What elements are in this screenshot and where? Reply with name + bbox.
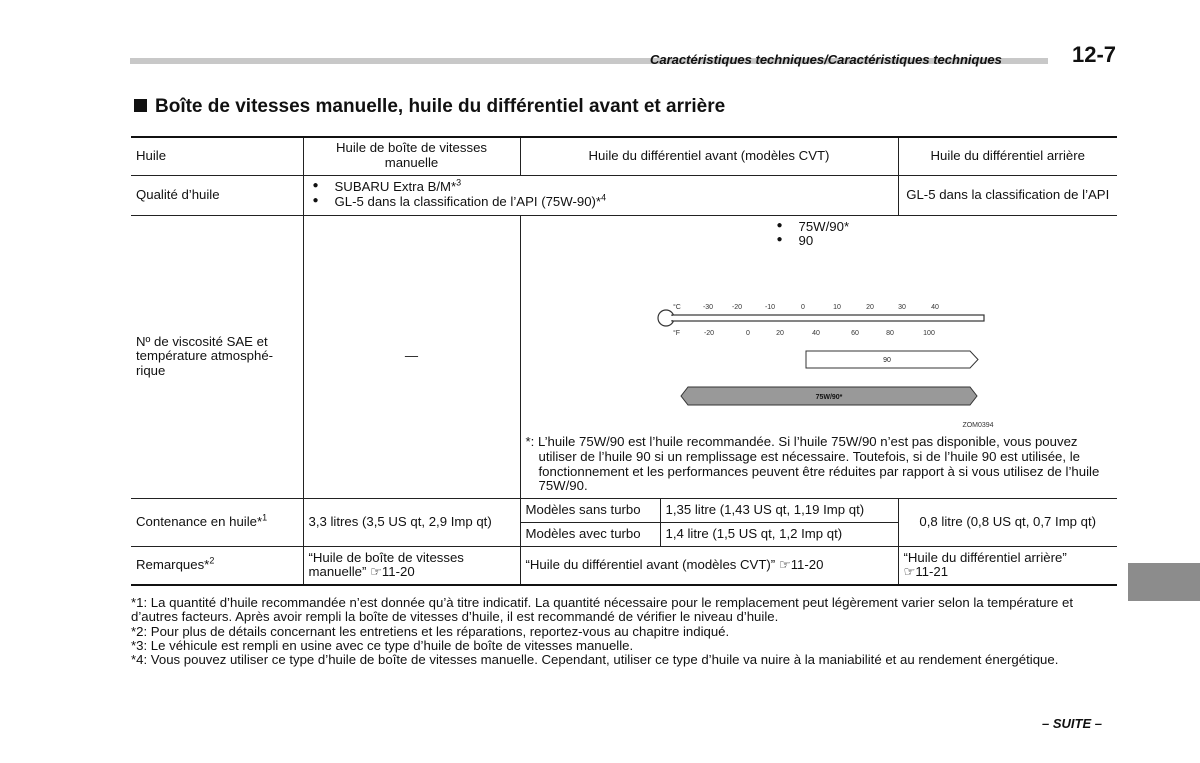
arrow-90-label: 90	[882, 357, 891, 365]
arrow-90	[806, 351, 978, 368]
spec-table	[131, 136, 1117, 586]
list-item: ● 75W/90*	[773, 220, 1118, 235]
remarks-front: “Huile du différentiel avant (modèles CVT)” ☞11-20	[520, 547, 898, 585]
capacity-value-turbo: 1,4 litre (1,5 US qt, 1,2 Imp qt)	[660, 523, 898, 547]
list-item: ● SUBARU Extra B/M*$^3$	[309, 180, 893, 195]
continue-marker: – SUITE –	[1042, 716, 1102, 731]
quality-list	[309, 177, 893, 210]
celsius-tick-label: -20	[731, 304, 742, 312]
viscosity-manual: —	[303, 215, 520, 499]
header-cell-rear: Huile du différentiel arrière	[898, 137, 1117, 175]
arrow-75w90-label: 75W/90*	[815, 394, 842, 402]
capacity-manual: 3,3 litres (3,5 US qt, 2,9 Imp qt)	[303, 499, 520, 547]
footnotes	[131, 596, 1117, 667]
list-item: ● GL-5 dans la classification de l’API (75W-90)*$^4$	[309, 195, 893, 210]
thermometer-joint	[670, 316, 675, 320]
header-cell-oil: Huile	[131, 137, 303, 175]
remarks-label: Remarques*$^2$	[131, 547, 303, 585]
viscosity-note: *: L’huile 75W/90 est l’huile recommandée. Si l’huile 75W/90 n’est pas disponible, vous pouvez utiliser de l’huile 90 si un remplissage est nécessaire. Toutefois, si de l’huile 90 est utilisée, le fonctionnement et les performances peuvent être réduites par rapport à si vous utilisez de l’huile 75W/90.	[525, 434, 1100, 494]
celsius-tick-label: 0	[800, 304, 805, 312]
table-header-row	[131, 137, 1117, 175]
quality-rear: GL-5 dans la classification de l’API	[898, 175, 1117, 215]
reference-icon: ☞	[903, 564, 916, 580]
viscosity-temperature-diagram	[521, 253, 1117, 431]
section-title-text: Boîte de vitesses manuelle, huile du différentiel avant et arrière	[155, 96, 726, 117]
chapter-side-tab	[1128, 563, 1200, 601]
footnote: *2: Pour plus de détails concernant les entretiens et les réparations, reportez-vous au chapitre indiqué.	[131, 623, 730, 639]
capacity-model-no-turbo: Modèles sans turbo	[520, 499, 660, 523]
celsius-tick-label: 20	[865, 304, 874, 312]
fahrenheit-tick-label: 0	[745, 330, 750, 338]
celsius-tick-label: 30	[897, 304, 906, 312]
capacity-label: Contenance en huile*$^1$	[131, 499, 303, 547]
remarks-rear: “Huile du différentiel arrière” ☞11-21	[898, 547, 1117, 585]
header-cell-manual: Huile de boîte de vitesses manuelle	[303, 137, 520, 175]
header-cell-front: Huile du différentiel avant (modèles CVT)	[520, 137, 898, 175]
quality-manual-front	[303, 175, 898, 215]
figure-code: ZOM0394	[961, 422, 994, 430]
capacity-value-no-turbo: 1,35 litre (1,43 US qt, 1,19 Imp qt)	[660, 499, 898, 523]
square-bullet-icon	[134, 99, 147, 112]
quality-label: Qualité d’huile	[131, 175, 303, 215]
celsius-tick-label: 10	[832, 304, 841, 312]
fahrenheit-tick-label: 80	[885, 330, 894, 338]
table-row-quality	[131, 175, 1117, 215]
viscosity-front-rear	[520, 215, 1117, 499]
footnote: *1: La quantité d’huile recommandée n’est donnée qu’à titre indicatif. La quantité nécessaire pour le remplacement peut légèrement varier selon la température et d’autres facteurs. Après avoir rempli la boîte de vitesses d’huile, il est recommandé de vérifier le niveau d’huile.	[131, 595, 1074, 625]
list-item: ● 90	[773, 234, 1118, 249]
viscosity-label: Nº de viscosité SAE et température atmosphé-rique	[131, 215, 303, 499]
capacity-rear: 0,8 litre (0,8 US qt, 0,7 Imp qt)	[898, 499, 1117, 547]
celsius-tick-label: 40	[930, 304, 939, 312]
reference-icon: ☞	[370, 564, 382, 580]
page-number: 12-7	[1072, 42, 1117, 67]
viscosity-grade-list	[773, 220, 1118, 250]
celsius-tick-label: -30	[702, 304, 713, 312]
footnote: *4: Vous pouvez utiliser ce type d’huile de boîte de vitesses manuelle. Cependant, utiliser ce type d’huile va nuire à la maniabilité et au rendement énergétique.	[131, 652, 1059, 667]
fahrenheit-tick-label: 20	[775, 330, 784, 338]
fahrenheit-tick-label: -20	[703, 330, 714, 338]
table-row-viscosity	[131, 215, 1117, 499]
table-row-capacity-1	[131, 499, 1117, 523]
fahrenheit-tick-label: 60	[850, 330, 859, 338]
remarks-manual: “Huile de boîte de vitesses manuelle” ☞11-20	[303, 547, 520, 585]
celsius-tick-label: -10	[764, 304, 775, 312]
header-title: Caractéristiques techniques/Caractéristiques techniques	[650, 52, 1002, 67]
table-row-remarks	[131, 547, 1117, 585]
fahrenheit-tick-label: 40	[811, 330, 820, 338]
footnote: *3: Le véhicule est rempli en usine avec ce type d’huile de boîte de vitesses manuelle.	[131, 637, 634, 653]
section-title	[134, 96, 725, 118]
capacity-model-turbo: Modèles avec turbo	[520, 523, 660, 547]
celsius-unit: °C	[672, 304, 681, 312]
fahrenheit-unit: °F	[672, 330, 680, 338]
fahrenheit-tick-label: 100	[922, 330, 935, 338]
reference-icon: ☞	[778, 557, 791, 573]
thermometer-tube	[672, 315, 984, 321]
